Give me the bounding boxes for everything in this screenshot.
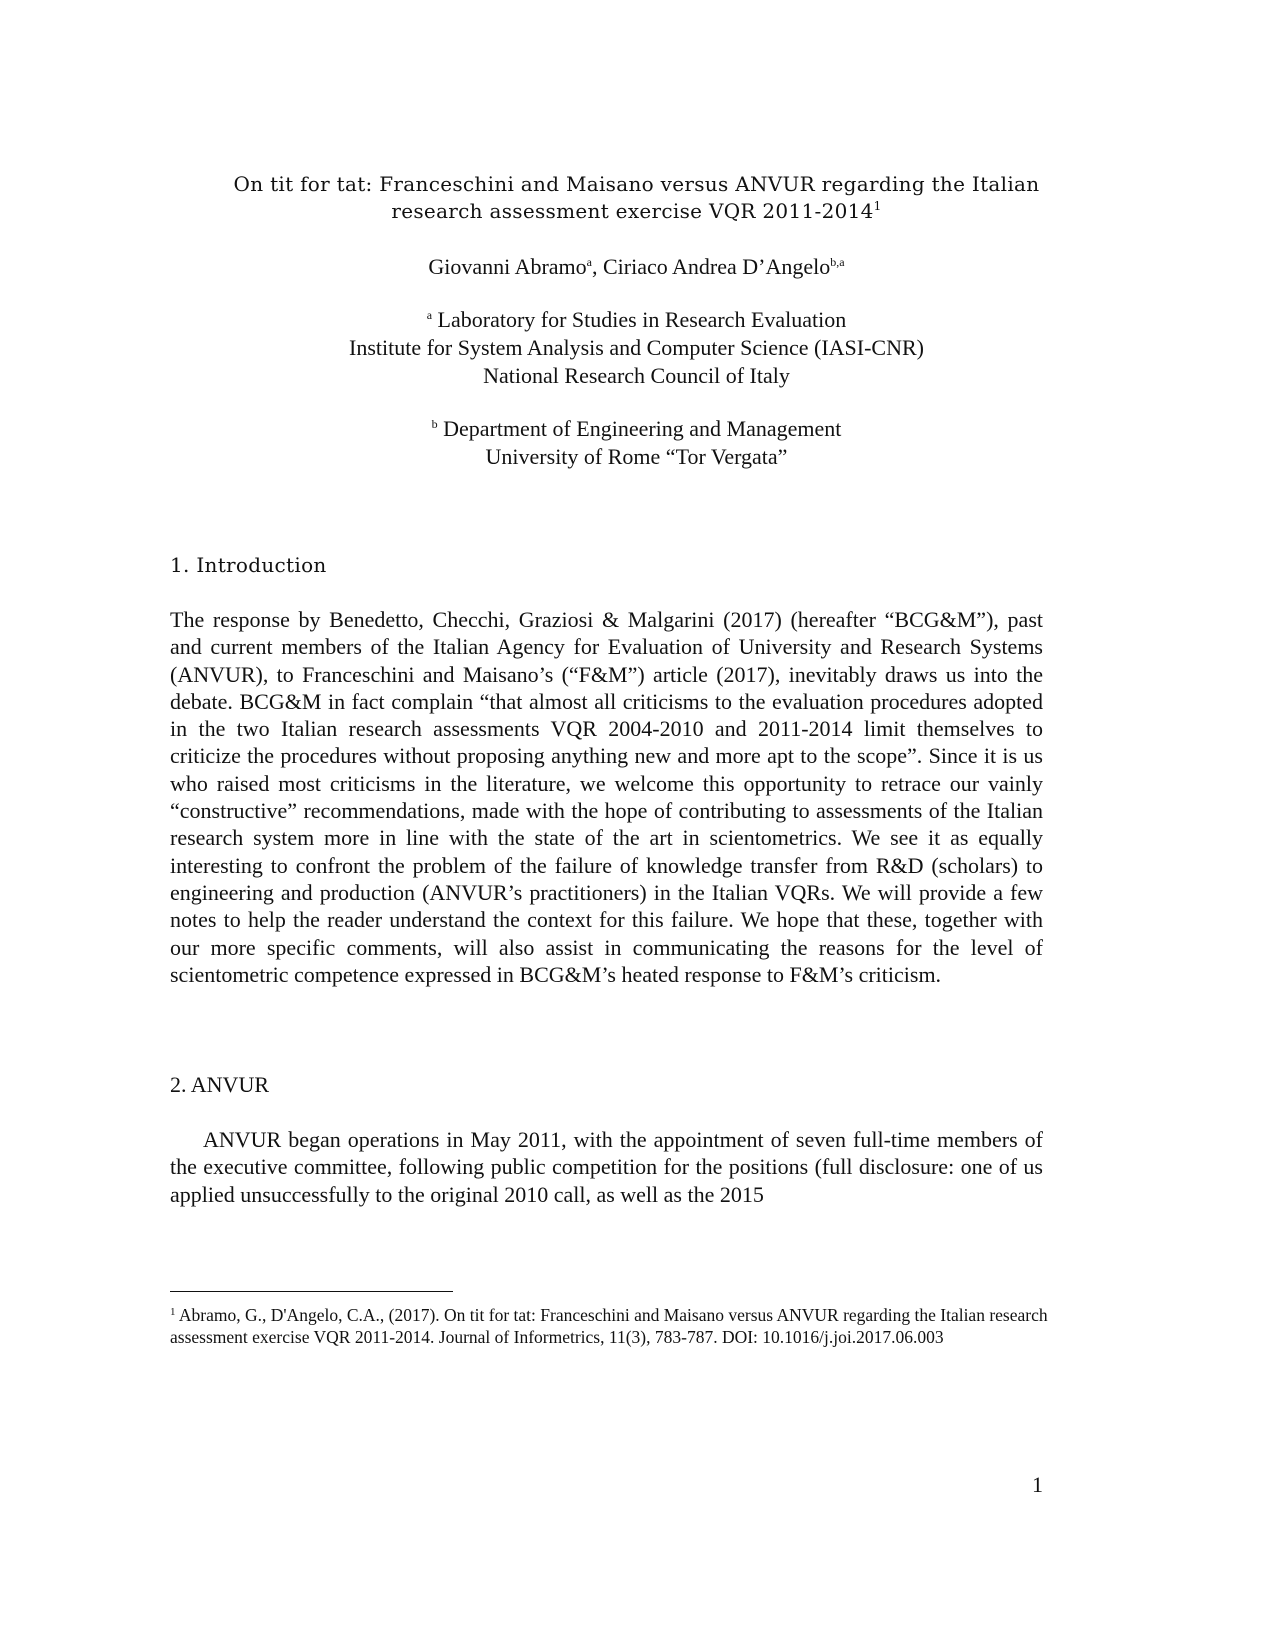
affiliation-b bbox=[170, 415, 1103, 471]
author-list bbox=[170, 253, 1103, 280]
author-name-1: Giovanni Abramo bbox=[428, 254, 587, 279]
affiliation-a-name: Laboratory for Studies in Research Evaluation bbox=[437, 307, 847, 332]
title-line-1: On tit for tat: Franceschini and Maisano versus ANVUR regarding the Italian bbox=[233, 172, 1040, 196]
title-footnote-marker: 1 bbox=[873, 199, 882, 213]
section-heading-introduction: 1. Introduction bbox=[170, 553, 327, 577]
author-affiliation-2: b,a bbox=[830, 255, 845, 269]
affiliation-a-line-1 bbox=[170, 306, 1103, 334]
title-line-2-text: research assessment exercise VQR 2011-2014 bbox=[391, 199, 874, 223]
affiliation-b-line-1 bbox=[170, 415, 1103, 443]
footnote bbox=[170, 1304, 1050, 1348]
author-affiliation-1: a bbox=[586, 255, 592, 269]
affiliation-b-line-2: University of Rome “Tor Vergata” bbox=[485, 444, 788, 469]
section-heading-anvur: 2. ANVUR bbox=[170, 1072, 270, 1097]
title-line-2 bbox=[170, 198, 1103, 225]
affiliation-b-marker: b bbox=[431, 417, 438, 431]
affiliation-a-marker: a bbox=[426, 308, 433, 322]
footnote-marker: 1 bbox=[170, 1306, 176, 1318]
affiliation-a-line-2: Institute for System Analysis and Computer Science (IASI-CNR) bbox=[349, 335, 924, 360]
introduction-paragraph: The response by Benedetto, Checchi, Graziosi & Malgarini (2017) (hereafter “BCG&M”), past and current members of the Italian Agency for Evaluation of University and Research Systems (ANVUR), to Franceschini and Maisano’s (“F&M”) article (2017), inevitably draws us into the debate. BCG&M in fact complain “that almost all criticisms to the evaluation procedures adopted in the two Italian research assessments VQR 2004-2010 and 2011-2014 limit themselves to criticize the procedures without proposing anything new and more apt to the scope”. Since it is us who raised most criticisms in the literature, we welcome this opportunity to retrace our vainly “constructive” recommendations, made with the hope of contributing to assessments of the Italian research system more in line with the state of the art in scientometrics. We see it as equally interesting to confront the problem of the failure of knowledge transfer from R&D (scholars) to engineering and production (ANVUR’s practitioners) in the Italian VQRs. We will provide a few notes to help the reader understand the context for this failure. We hope that these, together with our more specific comments, will also assist in communicating the reasons for the level of scientometric competence expressed in BCG&M’s heated response to F&M’s criticism. bbox=[170, 607, 1043, 987]
footnote-divider bbox=[170, 1291, 453, 1292]
anvur-paragraph: ANVUR began operations in May 2011, with the appointment of seven full-time members of the executive committee, following public competition for the positions (full disclosure: one of us applied unsuccessfully to the original 2010 call, as well as the 2015 bbox=[170, 1127, 1043, 1207]
page-number: 1 bbox=[1032, 1472, 1043, 1497]
affiliation-a bbox=[170, 306, 1103, 390]
affiliation-b-name: Department of Engineering and Management bbox=[443, 416, 842, 441]
affiliation-a-line-3: National Research Council of Italy bbox=[483, 363, 790, 388]
author-name-2: Ciriaco Andrea D’Angelo bbox=[603, 254, 831, 279]
footnote-text: Abramo, G., D'Angelo, C.A., (2017). On tit for tat: Franceschini and Maisano versus ANVUR regarding the Italian research assessment exercise VQR 2011-2014. Journal of Informetrics, 11(3), 783-787. DOI: 10.1016/j.joi.2017.06.003 bbox=[170, 1305, 1048, 1347]
author-separator: , bbox=[592, 254, 603, 279]
paper-title bbox=[170, 171, 1103, 225]
